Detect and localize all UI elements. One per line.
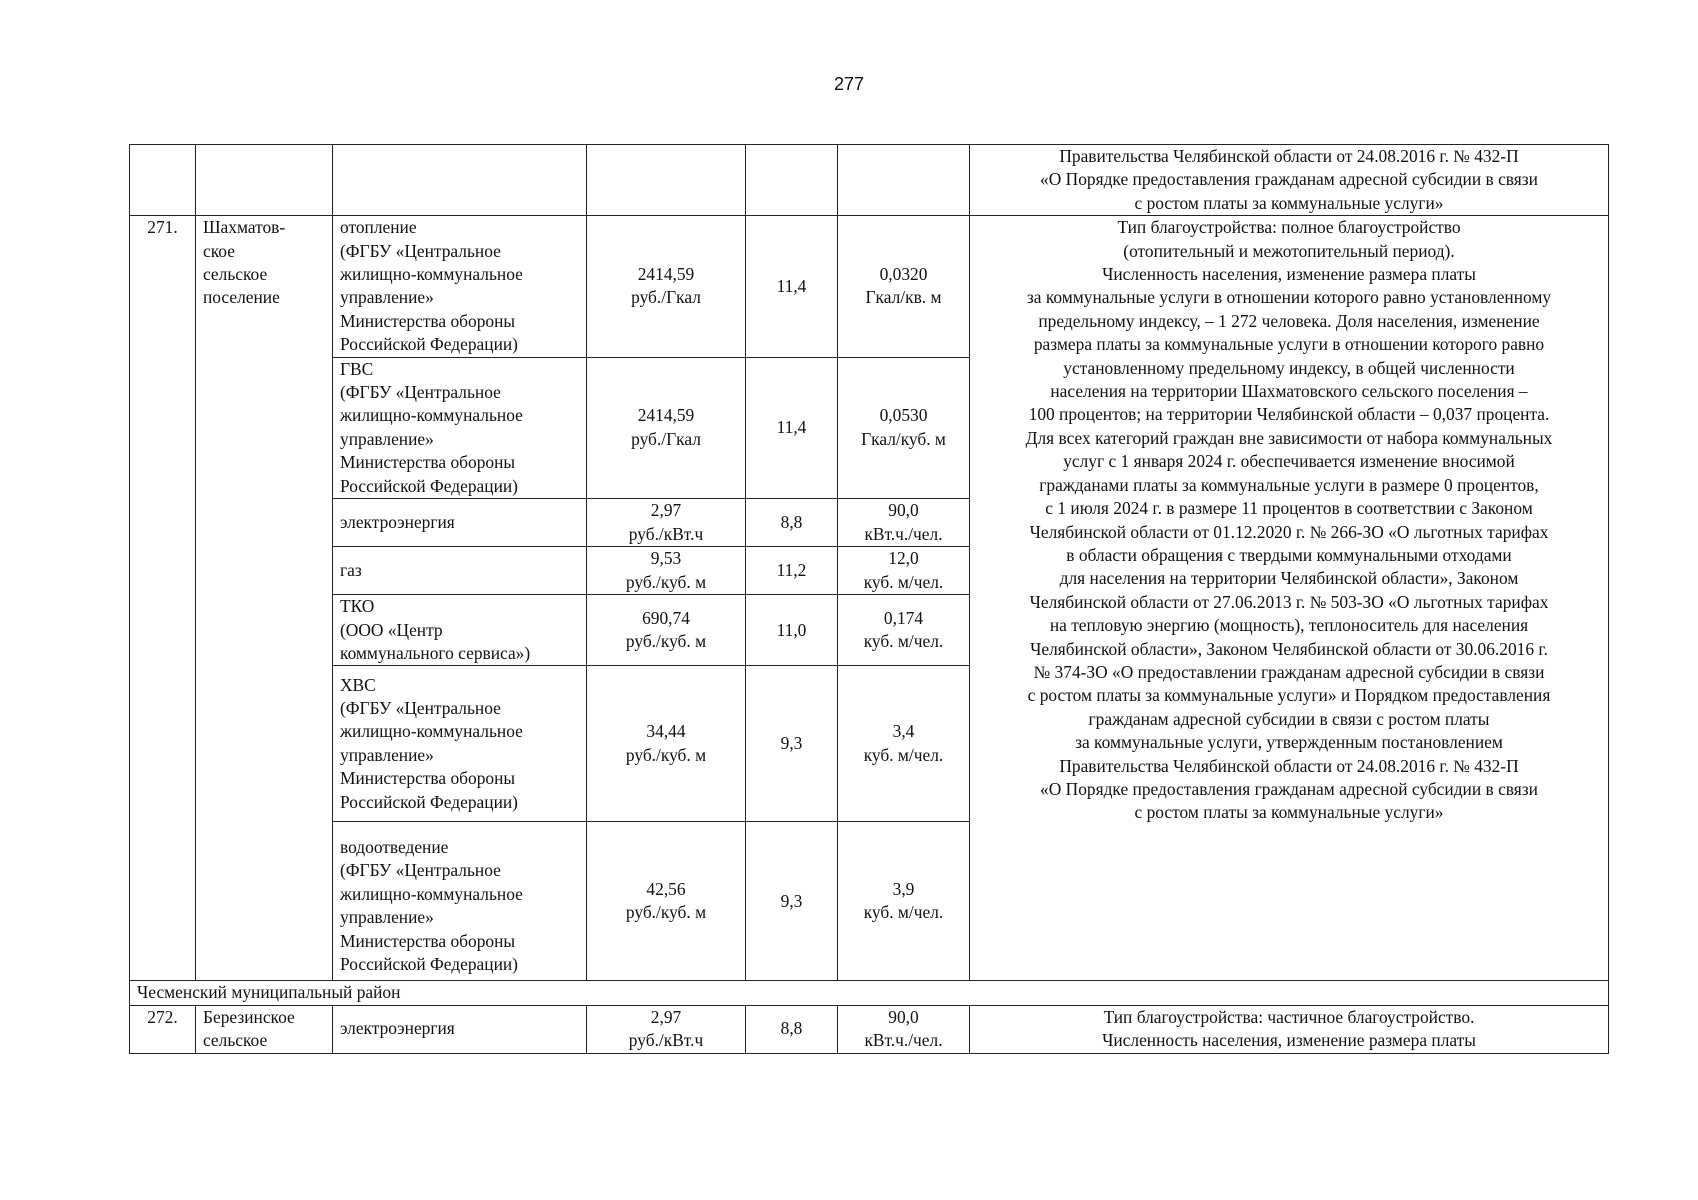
service-line: газ (340, 559, 362, 580)
note-line: Челябинской области от 01.12.2020 г. № 266-ЗО «О льготных тарифах (1029, 521, 1549, 542)
service-line: Российской Федерации) (340, 334, 518, 355)
service-line: Российской Федерации) (340, 791, 518, 812)
settlement-line: ское (203, 240, 235, 261)
index-value: 9,3 (746, 822, 838, 981)
norm-amount: 12,0 (888, 548, 919, 569)
note-line: «О Порядке предоставления гражданам адресной субсидии в связи (1040, 169, 1538, 190)
service-line: Министерства обороны (340, 452, 516, 473)
tariff-unit: руб./куб. м (625, 744, 707, 765)
tariff-unit: руб./Гкал (631, 287, 701, 308)
tariff-value (587, 822, 746, 981)
note-line: «О Порядке предоставления гражданам адресной субсидии в связи (1040, 778, 1538, 799)
norm-unit: куб. м/чел. (863, 744, 944, 765)
norm-value (838, 216, 970, 357)
service-line: (ФГБУ «Центральное (340, 240, 501, 261)
service-line: (ФГБУ «Центральное (340, 860, 501, 881)
norm-amount: 90,0 (888, 1006, 919, 1027)
tariff-unit: руб./куб. м (625, 902, 707, 923)
settlement-line: поселение (203, 287, 280, 308)
service-line: жилищно-коммунальное (340, 264, 523, 285)
settlement-line: Шахматов- (203, 217, 286, 238)
note-line: в области обращения с твердыми коммунальными отходами (1066, 544, 1512, 565)
service-line: ГВС (340, 358, 374, 379)
note-line: Челябинской области от 27.06.2013 г. № 503-ЗО «О льготных тарифах (1029, 591, 1549, 612)
service-line: электроэнергия (340, 511, 455, 532)
settlement-cell (196, 145, 333, 216)
note-line: Тип благоустройства: полное благоустройство (1117, 217, 1461, 238)
settlement-name (196, 216, 333, 981)
note-line: с ростом платы за коммунальные услуги» и Порядком предоставления (1027, 685, 1551, 706)
note-line: Челябинской области», Законом Челябинской области от 30.06.2016 г. (1030, 638, 1548, 659)
norm-unit: кВт.ч./чел. (864, 523, 943, 544)
norm-amount: 0,0530 (879, 405, 928, 426)
entry-number: 271. (130, 216, 196, 981)
norm-unit: куб. м/чел. (863, 631, 944, 652)
note-line: Численность населения, изменение размера платы (1102, 1030, 1476, 1051)
settlement-line: Березинское (203, 1006, 295, 1027)
note-line: размера платы за коммунальные услуги в отношении которого равно (1033, 334, 1545, 355)
service-line: управление» (340, 287, 434, 308)
tariff-unit: руб./Гкал (631, 428, 701, 449)
tariff-unit: руб./кВт.ч (628, 523, 704, 544)
note-line: гражданам адресной субсидии в связи с ростом платы (1088, 708, 1490, 729)
tariff-value (587, 666, 746, 822)
service-line: Российской Федерации) (340, 475, 518, 496)
service-line: управление» (340, 907, 434, 928)
service-name (333, 216, 587, 357)
service-line: Министерства обороны (340, 930, 516, 951)
service-name: электроэнергия (333, 1005, 587, 1053)
norm-unit: Гкал/куб. м (861, 428, 946, 449)
note-line: за коммунальные услуги в отношении которого равно установленному (1026, 287, 1552, 308)
norm-cell (838, 145, 970, 216)
index-value: 9,3 (746, 666, 838, 822)
table-row (130, 1005, 1609, 1053)
tariff-amount: 42,56 (646, 878, 686, 899)
note-line: для населения на территории Челябинской области», Законом (1059, 568, 1519, 589)
note-line: с ростом платы за коммунальные услуги» (1134, 802, 1444, 823)
note-line: Для всех категорий граждан вне зависимости от набора коммунальных (1025, 427, 1553, 448)
service-name (333, 666, 587, 822)
note-line: услуг с 1 января 2024 г. обеспечивается изменение вносимой (1063, 451, 1515, 472)
norm-unit: Гкал/кв. м (865, 287, 942, 308)
service-name (333, 547, 587, 595)
tariff-value (587, 357, 746, 498)
service-line: Российской Федерации) (340, 953, 518, 974)
note-line: с ростом платы за коммунальные услуги» (1134, 192, 1444, 213)
index-value: 11,4 (746, 216, 838, 357)
index-value: 8,8 (746, 1005, 838, 1053)
table-row (130, 216, 1609, 357)
tariff-cell (587, 145, 746, 216)
note-line: Правительства Челябинской области от 24.08.2016 г. № 432-П (1059, 755, 1519, 776)
tariff-table (129, 144, 1609, 1054)
norm-value (838, 666, 970, 822)
norm-unit: куб. м/чел. (863, 571, 944, 592)
service-line: жилищно-коммунальное (340, 405, 523, 426)
norm-value (838, 822, 970, 981)
tariff-amount: 2,97 (650, 1006, 682, 1027)
region-header: Чесменский муниципальный район (130, 981, 1609, 1005)
norm-value (838, 595, 970, 666)
norm-amount: 3,4 (892, 721, 915, 742)
norm-amount: 90,0 (888, 500, 919, 521)
tariff-amount: 690,74 (642, 607, 690, 628)
service-line: отопление (340, 217, 417, 238)
number-cell (130, 145, 196, 216)
note-line: (отопительный и межотопительный период). (1123, 240, 1455, 261)
service-line: управление» (340, 744, 434, 765)
tariff-value (587, 1005, 746, 1053)
tariff-amount: 2414,59 (637, 405, 695, 426)
settlement-name (196, 1005, 333, 1053)
tariff-value (587, 547, 746, 595)
tariff-amount: 2,97 (650, 500, 682, 521)
service-name (333, 822, 587, 981)
norm-value (838, 499, 970, 547)
norm-amount: 0,174 (883, 607, 924, 628)
service-line: Министерства обороны (340, 768, 516, 789)
note-line: № 374-ЗО «О предоставлении гражданам адресной субсидии в связи (1033, 661, 1545, 682)
norm-amount: 3,9 (892, 878, 915, 899)
tariff-amount: 2414,59 (637, 264, 695, 285)
service-line: водоотведение (340, 836, 449, 857)
entry-number: 272. (130, 1005, 196, 1053)
index-value: 8,8 (746, 499, 838, 547)
service-name (333, 357, 587, 498)
continuation-row (130, 145, 1609, 216)
tariff-amount: 9,53 (650, 548, 682, 569)
norm-value (838, 547, 970, 595)
note-line: Правительства Челябинской области от 24.08.2016 г. № 432-П (1059, 146, 1519, 166)
note-line: установленному предельному индексу, в общей численности (1063, 357, 1515, 378)
norm-unit: кВт.ч./чел. (864, 1030, 943, 1051)
tariff-value (587, 499, 746, 547)
service-name (333, 595, 587, 666)
service-line: управление» (340, 428, 434, 449)
note-cell (970, 216, 1609, 981)
region-row (130, 981, 1609, 1005)
service-line: Министерства обороны (340, 310, 516, 331)
index-value: 11,2 (746, 547, 838, 595)
page-number: 277 (833, 74, 865, 94)
tariff-value (587, 216, 746, 357)
service-line: (ООО «Центр (340, 619, 443, 640)
service-line: жилищно-коммунальное (340, 721, 523, 742)
service-line: ТКО (340, 596, 375, 617)
note-line: Тип благоустройства: частичное благоустройство. (1103, 1006, 1475, 1027)
note-cell (970, 1005, 1609, 1053)
note-line: гражданами платы за коммунальные услуги в размере 0 процентов, (1039, 474, 1539, 495)
tariff-unit: руб./кВт.ч (628, 1030, 704, 1051)
norm-value (838, 1005, 970, 1053)
norm-value (838, 357, 970, 498)
tariff-unit: руб./куб. м (625, 631, 707, 652)
note-line: 100 процентов; на территории Челябинской области – 0,037 процента. (1028, 404, 1550, 425)
index-value: 11,0 (746, 595, 838, 666)
service-line: жилищно-коммунальное (340, 883, 523, 904)
settlement-line: сельское (203, 264, 268, 285)
service-name (333, 499, 587, 547)
tariff-unit: руб./куб. м (625, 571, 707, 592)
service-line: (ФГБУ «Центральное (340, 698, 501, 718)
note-line: Численность населения, изменение размера платы (1102, 264, 1476, 285)
note-line: с 1 июля 2024 г. в размере 11 процентов в соответствии с Законом (1045, 498, 1533, 519)
note-line: предельному индексу, – 1 272 человека. Доля населения, изменение (1038, 310, 1540, 331)
norm-unit: куб. м/чел. (863, 902, 944, 923)
norm-amount: 0,0320 (879, 264, 928, 285)
settlement-line: сельское (203, 1030, 268, 1051)
index-value: 11,4 (746, 357, 838, 498)
note-line: за коммунальные услуги, утвержденным постановлением (1075, 732, 1503, 753)
note-line: населения на территории Шахматовского сельского поселения – (1050, 381, 1528, 402)
service-line: ХВС (340, 674, 376, 695)
service-line: (ФГБУ «Центральное (340, 382, 501, 403)
service-line: коммунального сервиса») (340, 642, 531, 663)
service-cell (333, 145, 587, 216)
index-cell (746, 145, 838, 216)
tariff-value (587, 595, 746, 666)
note-cell (970, 145, 1609, 216)
note-line: на тепловую энергию (мощность), теплоноситель для населения (1049, 615, 1529, 636)
tariff-amount: 34,44 (646, 721, 686, 742)
